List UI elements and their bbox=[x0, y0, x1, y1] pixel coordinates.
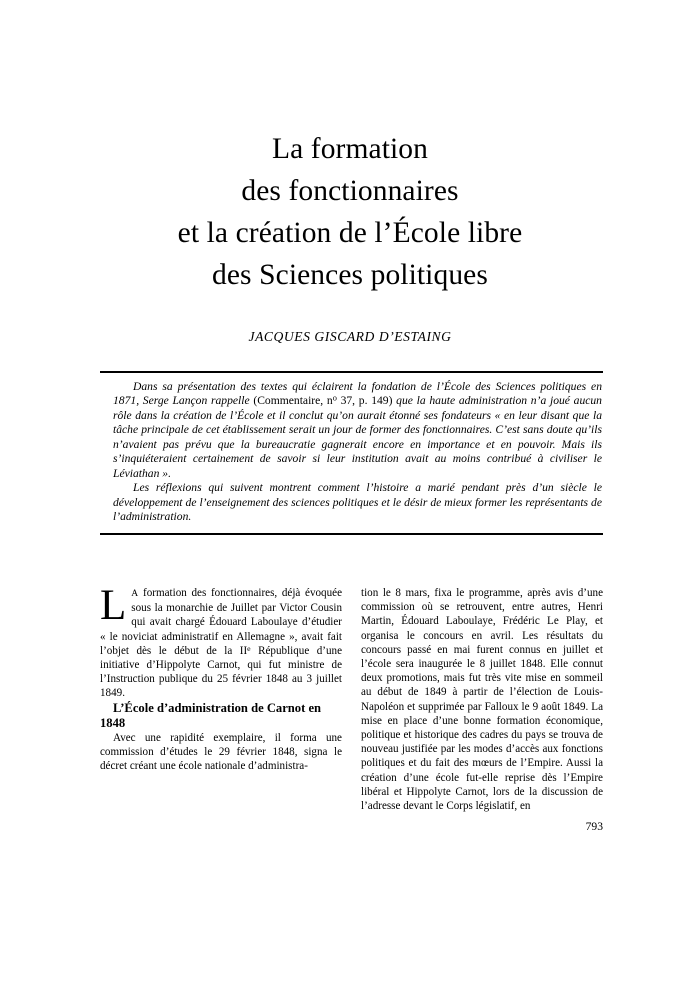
drop-cap-letter: L bbox=[100, 582, 127, 629]
abstract-citation-close: 37, p. 149) bbox=[336, 394, 393, 408]
abstract-bottom-rule bbox=[100, 533, 603, 535]
body-column-right bbox=[361, 586, 603, 813]
republic-ordinal: e bbox=[247, 643, 251, 653]
author-byline: JACQUES GISCARD D’ESTAING bbox=[248, 329, 452, 344]
right-column-paragraph-1: tion le 8 mars, fixa le programme, après avis d’une commission où se retrouvent, entre autres, Henri Martin, Édouard Laboulaye, Frédéric Le Play, et organisa le concours en avril. Les résultats du concours passé en mai furent connus en juillet et l’école sera inaugurée le 8 juillet 1848. Elle connut deux promotions, mais fut très vite mise en sommeil au début de 1849 à partir de l’élection de Louis-Napoléon et supprimée par Falloux le 9 août 1849. La mise en place d’une bonne formation économique, politique et historique des cadres du pays se trouva de nouveau justifiée par les modes d’accès aux fonctions politiques et du fait des mœurs de l’Empire. Aussi la création d’une école fut-elle reprise dès l’Empire libéral et Hippolyte Carnot, lors de la discussion de l’adresse devant le Corps législatif, en bbox=[361, 587, 603, 813]
title-line-4: des Sciences politiques bbox=[212, 259, 488, 291]
left-column-paragraph-2: Avec une rapidité exemplaire, il forma une commission d’études le 29 février 1848, signa le décret créant une école nationale d’administra- bbox=[100, 732, 342, 773]
title-line-2: des fonctionnaires bbox=[241, 175, 459, 207]
title-line-1: La formation bbox=[271, 133, 429, 165]
abstract-p1-segment-2: que la haute administration n’a joué aucun rôle dans la création de l’École et il conclut qu’on aurait étonné ses fondateurs « en leur disant que la tâche principale de cet établissement serait un jour de former des fonctionnaires. C’est sans doute qu’ils n’avaient pas prévu que la bureaucratie gagnerait encore en importance et en pouvoir. Mais ils s’inquiéteraient certainement de savoir si leur institution avait au moins contribué à civiliser le Léviathan ». bbox=[113, 394, 602, 480]
abstract-citation-open: (Commentaire, n bbox=[253, 394, 333, 408]
abstract-paragraph-2: Les réflexions qui suivent montrent comment l’histoire a marié pendant près d’un siècle le développement de l’enseignement des sciences politiques et le désir de mieux former les représentants de l’administration. bbox=[113, 481, 602, 524]
abstract-top-rule bbox=[100, 371, 603, 373]
abstract bbox=[113, 380, 602, 525]
body-column-left bbox=[100, 582, 342, 774]
opening-text-part-2: République d’une initiative d’Hippolyte Carnot, qui fut ministre de l’Instruction publique du 25 février 1848 au 3 juillet 1849. bbox=[100, 644, 342, 700]
page-number: 793 bbox=[585, 820, 603, 833]
opening-text-part-1: formation des fonctionnaires, déjà évoquée sous la monarchie de Juillet par Victor Cousin qui avait chargé Édouard Laboulaye d’étudier « le noviciat administratif en Allemagne », avait fait l’objet dès le début de la II bbox=[100, 587, 342, 657]
opening-paragraph bbox=[100, 582, 342, 701]
abstract-citation-ordinal: o bbox=[332, 393, 337, 403]
section-heading: L’École d’administration de Carnot en 1848 bbox=[100, 700, 322, 730]
abstract-p1-segment-1: Dans sa présentation des textes qui éclairent la fondation de l’École des Sciences politiques en 1871, Serge Lançon rappelle bbox=[113, 380, 602, 408]
opening-small-caps: A bbox=[131, 588, 139, 599]
abstract-paragraph-1 bbox=[113, 380, 602, 481]
title-line-3: et la création de l’École libre bbox=[177, 217, 523, 249]
page-title bbox=[60, 128, 640, 296]
